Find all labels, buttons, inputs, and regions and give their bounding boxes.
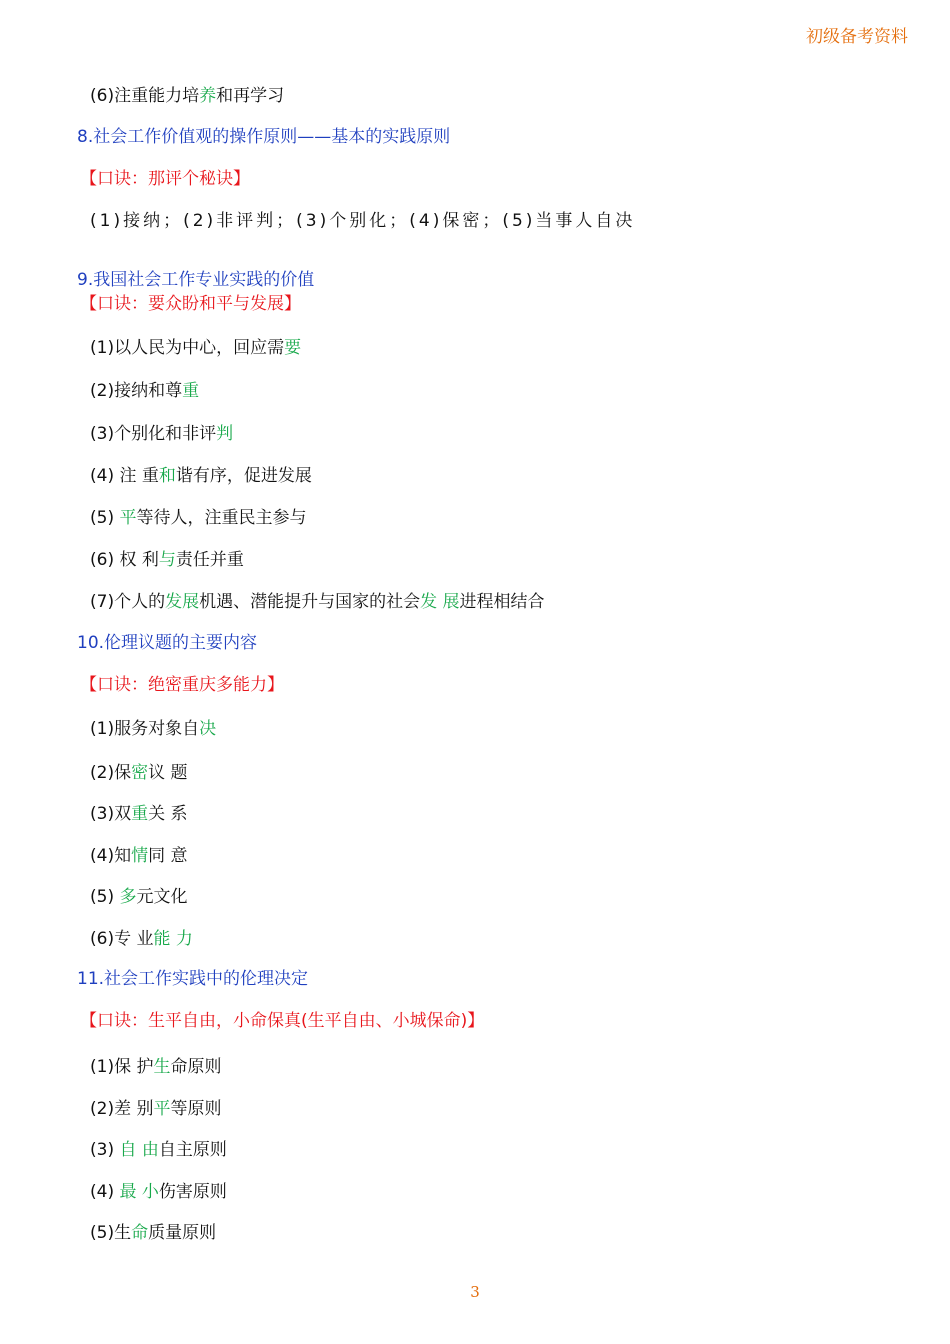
text-span: (4) [90, 1182, 120, 1202]
mnemonic-line [80, 674, 284, 696]
mnemonic-line [80, 1010, 484, 1032]
text-span: 同 意 [148, 846, 188, 866]
page-number: 3 [470, 1283, 480, 1301]
highlighted-char: 要 [284, 338, 302, 358]
highlighted-char: 多 [119, 887, 137, 907]
highlighted-char: 发 展 [420, 592, 460, 612]
text-span: (1)接纳；(2)非评判；(3)个别化；(4)保密；(5)当事人自决 [90, 211, 636, 231]
text-span: 9.我国社会工作专业实践的价值 [77, 270, 315, 290]
text-span: 质量原则 [148, 1223, 217, 1243]
text-span: 伤害原则 [158, 1182, 227, 1202]
highlighted-char: 情 [131, 846, 149, 866]
highlighted-char: 能 力 [153, 929, 193, 949]
list-item [90, 762, 188, 784]
section-heading [77, 968, 308, 990]
text-span: 【口诀：绝密重庆多能力】 [80, 675, 284, 695]
text-span: 谐有序，促进发展 [175, 466, 312, 486]
list-item [90, 803, 188, 825]
list-item [90, 591, 545, 613]
text-span: 议 题 [148, 763, 188, 783]
text-span: 进程相结合 [459, 592, 545, 612]
highlighted-char: 决 [199, 719, 217, 739]
text-span: (6)专 业 [90, 929, 154, 949]
highlighted-char: 重 [182, 381, 200, 401]
mnemonic-line [80, 293, 301, 315]
text-span: 关 系 [148, 804, 188, 824]
text-span: (1)保 护 [90, 1057, 154, 1077]
list-item [90, 886, 187, 908]
text-span: (5) [90, 887, 120, 907]
text-span: 10.伦理议题的主要内容 [77, 633, 258, 653]
list-item [90, 549, 244, 571]
text-span: (6)注重能力培 [90, 86, 200, 106]
text-span: 【口诀：生平自由，小命保真(生平自由、小城保命)】 [80, 1011, 485, 1031]
section-heading [77, 632, 257, 654]
list-item [90, 1056, 221, 1078]
highlighted-char: 平 [153, 1099, 171, 1119]
list-item [90, 1098, 221, 1120]
text-span: (2)保 [90, 763, 132, 783]
text-span: (7)个人的 [90, 592, 166, 612]
highlighted-char: 平 [119, 508, 137, 528]
list-item [90, 380, 199, 402]
header-note: 初级备考资料 [806, 27, 908, 47]
text-span: (5) [90, 508, 120, 528]
highlighted-char: 和 [158, 466, 176, 486]
mnemonic-line [80, 168, 250, 190]
list-item [90, 211, 710, 231]
text-span: (3) [90, 1140, 120, 1160]
text-span: (3)个别化和非评 [90, 424, 217, 444]
section-heading [77, 269, 314, 291]
highlighted-char: 与 [158, 550, 176, 570]
highlighted-char: 重 [131, 804, 149, 824]
highlighted-char: 生 [153, 1057, 171, 1077]
text-span: 机遇、潜能提升与国家的社会 [199, 592, 421, 612]
text-span: (3)双 [90, 804, 132, 824]
text-span: (1)服务对象自 [90, 719, 200, 739]
list-item [90, 718, 216, 740]
section-heading [77, 126, 450, 148]
highlighted-char: 发展 [165, 592, 200, 612]
highlighted-char: 判 [216, 424, 234, 444]
list-item [90, 465, 312, 487]
text-span: (1)以人民为中心，回应需 [90, 338, 285, 358]
text-span: 【口诀：要众盼和平与发展】 [80, 294, 301, 314]
list-item [90, 845, 188, 867]
list-item [90, 85, 284, 107]
text-span: 和再学习 [216, 86, 285, 106]
list-item [90, 423, 233, 445]
text-span: 责任并重 [175, 550, 244, 570]
list-item [90, 1181, 227, 1203]
text-span: (6) 权 利 [90, 550, 159, 570]
text-span: 等待人，注重民主参与 [136, 508, 307, 528]
list-item [90, 928, 193, 950]
text-span: 11.社会工作实践中的伦理决定 [77, 969, 309, 989]
highlighted-char: 命 [131, 1223, 149, 1243]
text-span: 等原则 [170, 1099, 222, 1119]
text-span: (4) 注 重 [90, 466, 159, 486]
highlighted-char: 自 由 [119, 1140, 159, 1160]
list-item [90, 1222, 216, 1244]
text-span: (4)知 [90, 846, 132, 866]
text-span: (2)接纳和尊 [90, 381, 183, 401]
highlighted-char: 养 [199, 86, 217, 106]
text-span: 自主原则 [158, 1140, 227, 1160]
text-span: (5)生 [90, 1223, 132, 1243]
text-span: 8.社会工作价值观的操作原则——基本的实践原则 [77, 127, 451, 147]
text-span: 元文化 [136, 887, 188, 907]
text-span: 命原则 [170, 1057, 222, 1077]
highlighted-char: 密 [131, 763, 149, 783]
text-span: (2)差 别 [90, 1099, 154, 1119]
list-item [90, 507, 306, 529]
highlighted-char: 最 小 [119, 1182, 159, 1202]
list-item [90, 1139, 227, 1161]
list-item [90, 337, 301, 359]
text-span: 【口诀：那评个秘诀】 [80, 169, 250, 189]
